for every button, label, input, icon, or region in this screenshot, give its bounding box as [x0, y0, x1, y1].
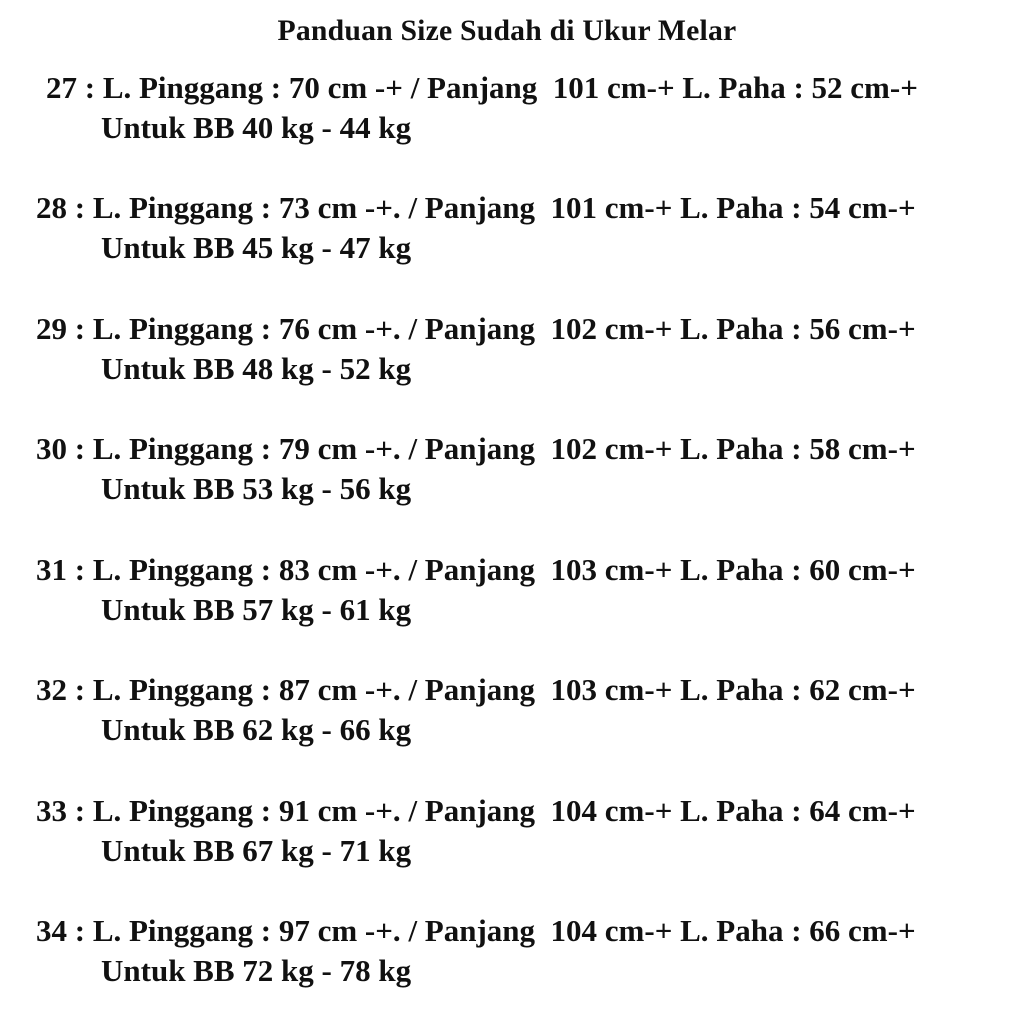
size-measurements-line	[36, 311, 916, 347]
length-measurement: / Panjang 104 cm-+	[408, 913, 673, 948]
size-entry-27	[0, 70, 1024, 160]
size-measurements-line	[36, 552, 916, 588]
waist-measurement: : L. Pinggang : 76 cm -+.	[74, 311, 401, 346]
body-weight-range: Untuk BB 45 kg - 47 kg	[101, 230, 412, 265]
size-number: 27	[46, 70, 77, 105]
size-number: 29	[36, 311, 67, 346]
size-number: 32	[36, 672, 67, 707]
size-number: 30	[36, 431, 67, 466]
waist-measurement: : L. Pinggang : 87 cm -+.	[74, 672, 401, 707]
size-measurements-line	[46, 70, 918, 106]
waist-measurement: : L. Pinggang : 91 cm -+.	[74, 793, 401, 828]
waist-measurement: : L. Pinggang : 79 cm -+.	[74, 431, 401, 466]
length-measurement: / Panjang 102 cm-+	[408, 431, 673, 466]
size-measurements-line	[36, 431, 916, 467]
waist-measurement: : L. Pinggang : 70 cm -+	[84, 70, 403, 105]
size-entry-31	[0, 552, 1024, 642]
size-entry-33	[0, 793, 1024, 883]
size-entry-34	[0, 913, 1024, 1003]
body-weight-range: Untuk BB 53 kg - 56 kg	[101, 471, 412, 506]
size-number: 28	[36, 190, 67, 225]
size-measurements-line	[36, 672, 916, 708]
size-entry-29	[0, 311, 1024, 401]
thigh-measurement: L. Paha : 66 cm-+	[680, 913, 916, 948]
size-entry-30	[0, 431, 1024, 521]
length-measurement: / Panjang 103 cm-+	[408, 552, 673, 587]
body-weight-range: Untuk BB 57 kg - 61 kg	[101, 592, 412, 627]
waist-measurement: : L. Pinggang : 73 cm -+.	[74, 190, 401, 225]
thigh-measurement: L. Paha : 54 cm-+	[680, 190, 916, 225]
thigh-measurement: L. Paha : 52 cm-+	[682, 70, 918, 105]
body-weight-range: Untuk BB 67 kg - 71 kg	[101, 833, 412, 868]
body-weight-range: Untuk BB 40 kg - 44 kg	[101, 110, 412, 145]
thigh-measurement: L. Paha : 62 cm-+	[680, 672, 916, 707]
size-number: 31	[36, 552, 67, 587]
body-weight-range: Untuk BB 62 kg - 66 kg	[101, 712, 412, 747]
size-measurements-line	[36, 913, 916, 949]
length-measurement: / Panjang 104 cm-+	[408, 793, 673, 828]
waist-measurement: : L. Pinggang : 97 cm -+.	[74, 913, 401, 948]
body-weight-range: Untuk BB 48 kg - 52 kg	[101, 351, 412, 386]
length-measurement: / Panjang 101 cm-+	[410, 70, 675, 105]
thigh-measurement: L. Paha : 64 cm-+	[680, 793, 916, 828]
page-title: Panduan Size Sudah di Ukur Melar	[277, 14, 737, 47]
waist-measurement: : L. Pinggang : 83 cm -+.	[74, 552, 401, 587]
size-entry-28	[0, 190, 1024, 280]
size-measurements-line	[36, 190, 916, 226]
size-number: 33	[36, 793, 67, 828]
thigh-measurement: L. Paha : 60 cm-+	[680, 552, 916, 587]
length-measurement: / Panjang 101 cm-+	[408, 190, 673, 225]
length-measurement: / Panjang 103 cm-+	[408, 672, 673, 707]
body-weight-range: Untuk BB 72 kg - 78 kg	[101, 953, 412, 988]
thigh-measurement: L. Paha : 56 cm-+	[680, 311, 916, 346]
thigh-measurement: L. Paha : 58 cm-+	[680, 431, 916, 466]
size-measurements-line	[36, 793, 916, 829]
size-number: 34	[36, 913, 67, 948]
size-entry-32	[0, 672, 1024, 762]
length-measurement: / Panjang 102 cm-+	[408, 311, 673, 346]
